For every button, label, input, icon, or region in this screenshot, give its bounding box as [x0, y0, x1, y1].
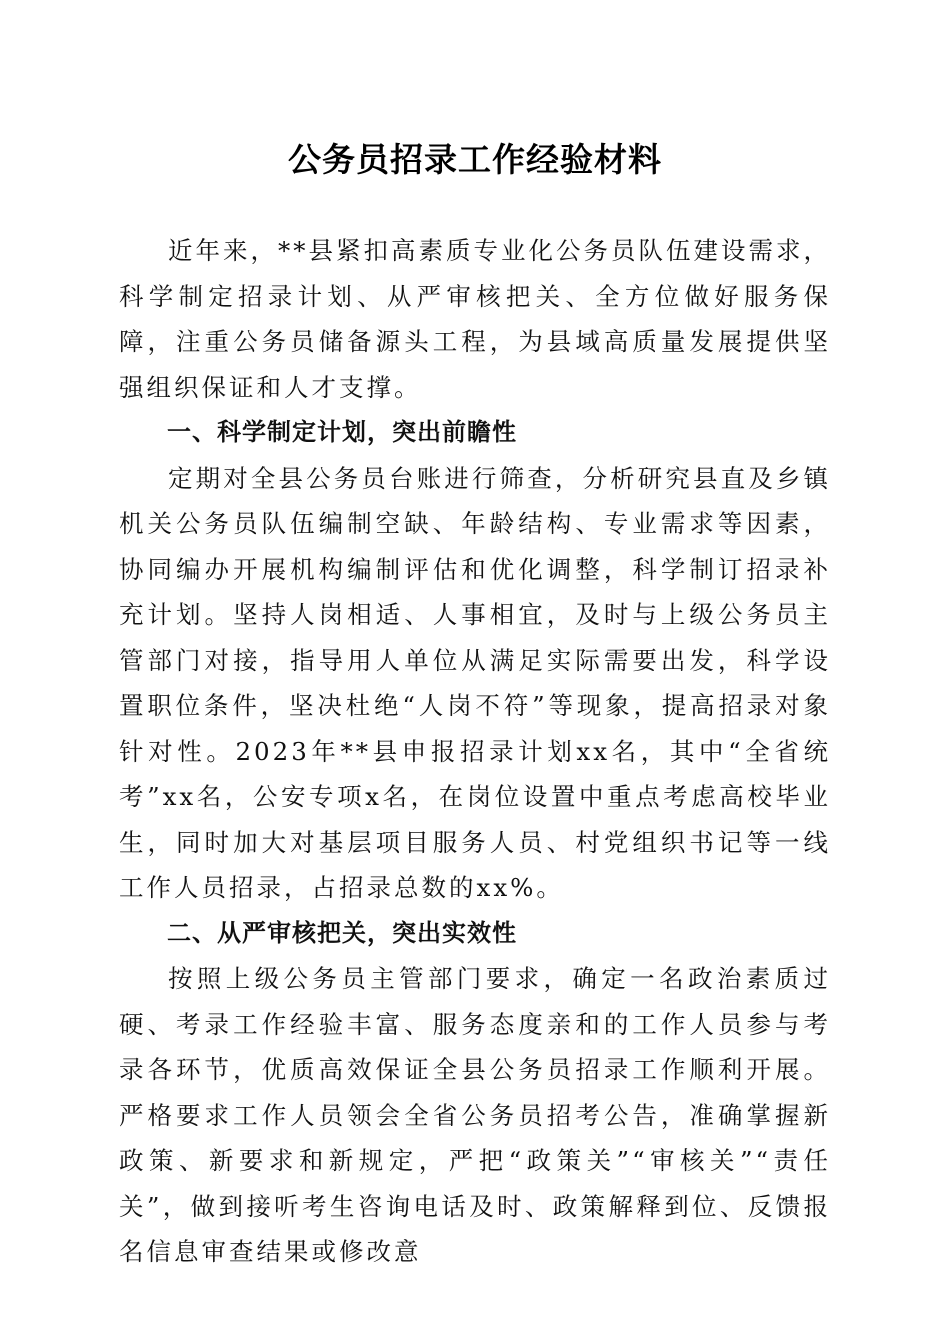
- intro-paragraph: 近年来，**县紧扣高素质专业化公务员队伍建设需求，科学制定招录计划、从严审核把关、全方位做好服务保障，注重公务员储备源头工程，为县域高质量发展提供坚强组织保证和人才支撑。: [119, 236, 831, 402]
- document-title: 公务员招录工作经验材料: [288, 140, 662, 179]
- document-body: [119, 228, 831, 1275]
- section-2-paragraph: 按照上级公务员主管部门要求，确定一名政治素质过硬、考录工作经验丰富、服务态度亲和的工作人员参与考录各环节，优质高效保证全县公务员招录工作顺利开展。严格要求工作人员领会全省公务员招考公告，准确掌握新政策、新要求和新规定，严把“政策关”“审核关”“责任关”，做到接听考生咨询电话及时、政策解释到位、反馈报名信息审查结果或修改意: [119, 964, 831, 1266]
- section-1-heading: 一、科学制定计划，突出前瞻性: [167, 418, 517, 446]
- section-1-paragraph: 定期对全县公务员台账进行筛查，分析研究县直及乡镇机关公务员队伍编制空缺、年龄结构、专业需求等因素，协同编办开展机构编制评估和优化调整，科学制订招录补充计划。坚持人岗相适、人事相宜，及时与上级公务员主管部门对接，指导用人单位从满足实际需要出发，科学设置职位条件，坚决杜绝“人岗不符”等现象，提高招录对象针对性。2023年**县申报招录计划xx名，其中“全省统考”xx名，公安专项x名，在岗位设置中重点考虑高校毕业生，同时加大对基层项目服务人员、村党组织书记等一线工作人员招录，占招录总数的xx%。: [119, 463, 831, 902]
- section-2-heading: 二、从严审核把关，突出实效性: [167, 918, 517, 947]
